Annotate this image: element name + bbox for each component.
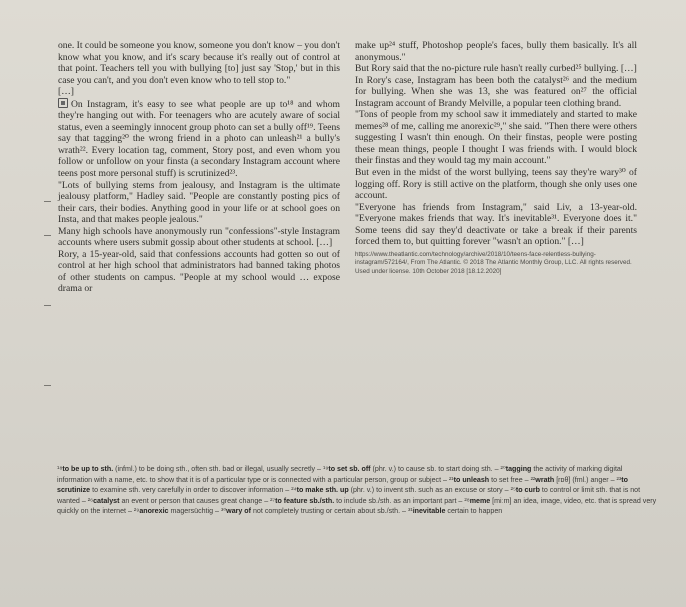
paragraph: make up²⁴ stuff, Photoshop people's faces, bully them basically. It's all anonymous." <box>355 40 637 63</box>
glossary-definition: [miːm] an idea, image, video, etc. that is spread very quickly on the internet – <box>57 496 657 516</box>
glossary-number: ³¹ <box>407 507 413 516</box>
glossary-entry <box>449 476 531 484</box>
reference-box-icon <box>58 98 68 108</box>
paragraph: "Everyone has friends from Instagram," said Liv, a 13-year-old. "Everyone makes friends that way. It's inevitable³¹. Everyone does it." Some teens did say they'd deactivate or take a break if their parents forced them to, but quitting forever "wasn't an option." […] <box>355 201 637 248</box>
glossary-term: anorexic <box>139 507 169 516</box>
glossary-definition: certain to happen <box>445 507 503 516</box>
glossary-number: ³⁰ <box>220 507 227 516</box>
glossary-entry <box>88 497 270 505</box>
glossary-entry <box>134 507 221 515</box>
glossary-term: to be up to sth. <box>62 465 114 473</box>
glossary-term: to scrutinize <box>57 475 628 495</box>
glossary-entry <box>291 486 510 494</box>
glossary-number: ²⁸ <box>464 496 470 505</box>
glossary-term: catalyst <box>93 496 120 505</box>
vocabulary-glossary <box>57 464 657 517</box>
glossary-definition: (infml.) to be doing sth., often sth. bad or illegal, usually secretly – <box>113 465 323 473</box>
glossary-number: ²³ <box>616 475 622 484</box>
glossary-definition: the activity of marking digital information with a name, etc. to show that it is of a particular type or is connected with a particular person, group or subject – <box>57 465 623 484</box>
glossary-term: wrath <box>535 475 555 484</box>
glossary-term: meme <box>469 496 491 505</box>
margin-marker <box>44 385 51 386</box>
glossary-definition: magersüchtig – <box>168 507 221 516</box>
paragraph: On Instagram, it's easy to see what people are up to¹⁸ and whom they're hanging out with. For teenagers who are acutely aware of social status, even a seemingly innocent group photo can set a bully off¹⁹. Teens say that tagging²⁰ the wrong friend in a photo can unleash²¹ a bully's wrath²². Every location tag, comment, Story post, and even whom you follow or unfollow on your finsta (a secondary Instagram account where teens post more personal stuff) is scrutinized²³. <box>58 98 340 180</box>
paragraph: one. It could be someone you know, someone you don't know – you don't know what you know, and it's scary because it's really out of control at that point. Teachers tell you with bullying [to] just say 'Stop,' but in this case you can't, and you don't even know who to tell stop to." <box>58 40 340 86</box>
glossary-number: ²⁹ <box>133 507 140 516</box>
margin-marker <box>44 305 51 306</box>
glossary-entry <box>408 507 502 515</box>
glossary-number: ¹⁸ <box>57 465 63 473</box>
ellipsis: […] <box>58 86 74 98</box>
glossary-term: to curb <box>515 486 540 495</box>
glossary-entry <box>57 465 323 473</box>
glossary-term: to feature sb./sth. <box>275 496 335 505</box>
glossary-number: ²¹ <box>448 475 454 484</box>
paragraph: But Rory said that the no-picture rule hasn't really curbed²⁵ bullying. […] <box>355 63 637 75</box>
glossary-term: to unleash <box>453 475 490 484</box>
glossary-number: ²⁶ <box>87 496 94 505</box>
paragraph: But even in the midst of the worst bullying, teens say they're wary³⁰ of logging off. Rory is still active on the platform, though she only uses one account. <box>355 167 637 202</box>
glossary-number: ²⁰ <box>500 465 506 473</box>
source-citation: https://www.theatlantic.com/technology/archive/2018/10/teens-face-relentless-bullying-instagram/572164/, From The Atlantic. © 2018 The Atlantic Monthly Group, LLC. All rights reserved. Used under license. 10th October 2018 [18.12.2020] <box>355 250 632 275</box>
glossary-definition: (phr. v.) to invent sth. such as an excuse or story – <box>348 486 511 495</box>
glossary-number: ²² <box>530 475 536 484</box>
glossary-term: to make sth. up <box>296 486 349 495</box>
glossary-definition: to examine sth. very carefully in order to discover information – <box>90 486 292 495</box>
glossary-term: wary of <box>226 507 252 516</box>
glossary-number: ²⁷ <box>270 496 276 505</box>
paragraph: "Lots of bullying stems from jealousy, and Instagram is the ultimate jealousy platform," Hadley said. "People are constantly posting pics of their cars, their bodies. Anything good in your life or at school goes on Insta, and that makes people jealous." <box>58 179 340 226</box>
paragraph: In Rory's case, Instagram has been both the catalyst²⁶ and the medium for bullying. When she was 13, she was featured on²⁷ the official Instagram account of Brandy Melville, a popular teen clothing brand. <box>355 74 637 109</box>
glossary-definition: to include sb./sth. as an important part – <box>334 496 465 505</box>
margin-marker <box>44 235 51 236</box>
glossary-definition: [rɒθ] (fml.) anger – <box>554 475 617 484</box>
glossary-definition: to control or limit sth. that is not wanted – <box>57 486 641 505</box>
glossary-number: ²⁴ <box>291 486 297 495</box>
article-right-column <box>355 40 637 276</box>
paragraph: "Tons of people from my school saw it immediately and started to make memes²⁸ of me, calling me anorexic²⁹," she said. "Then there were others suggesting I wasn't thin enough. On their finstas, people were posting these mean things, people I thought I was friends with. I would block their finstas and they would tag my main account." <box>355 109 637 167</box>
glossary-number: ²⁵ <box>510 486 516 495</box>
glossary-definition: an event or person that causes great change – <box>119 496 271 505</box>
glossary-term: inevitable <box>412 507 446 516</box>
glossary-definition: not completely trusting or certain about sb./sth. – <box>251 507 408 516</box>
glossary-definition: to set free – <box>489 475 531 484</box>
article-left-column <box>58 40 340 295</box>
glossary-term: tagging <box>505 465 532 473</box>
glossary-entry <box>221 507 408 515</box>
glossary-entry <box>323 465 501 473</box>
glossary-number: ¹⁹ <box>322 465 329 473</box>
glossary-entry <box>531 476 617 484</box>
paragraph: Rory, a 15-year-old, said that confessions accounts had gotten so out of control at her high school that administrators had banned taking photos of other students on campus. "People at my school would … expose drama or <box>58 248 340 295</box>
glossary-entry <box>270 497 464 505</box>
margin-marker <box>44 201 51 202</box>
glossary-definition: (phr. v.) to cause sb. to start doing sth. – <box>370 465 501 473</box>
paragraph: Many high schools have anonymously run "confessions"-style Instagram accounts where users submit gossip about other students at school. […] <box>58 225 340 249</box>
glossary-text <box>57 464 657 517</box>
glossary-term: to set sb. off <box>328 465 371 473</box>
